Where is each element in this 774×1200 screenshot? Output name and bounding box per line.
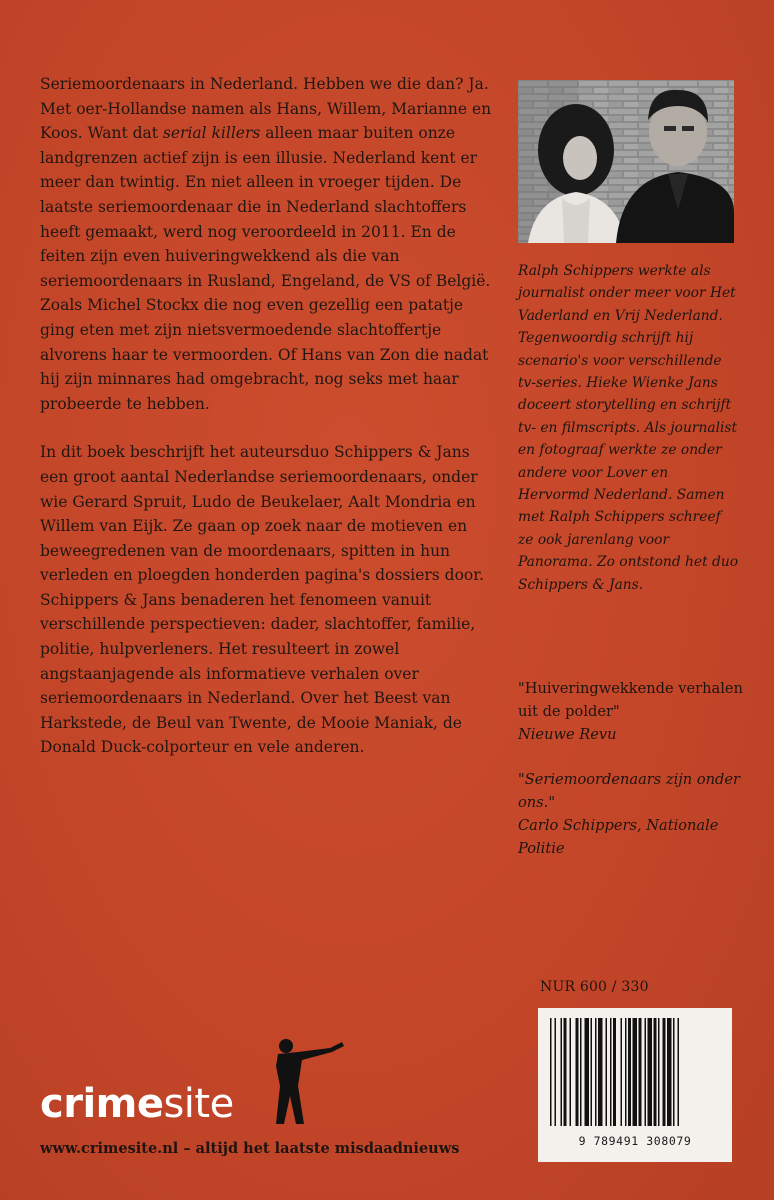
barcode-bar bbox=[639, 1018, 642, 1126]
barcode-bar bbox=[613, 1018, 616, 1126]
barcode-bar bbox=[633, 1018, 638, 1126]
barcode-bar bbox=[678, 1018, 680, 1126]
barcode-bar bbox=[645, 1018, 647, 1126]
nur-code: NUR 600 / 330 bbox=[540, 979, 649, 995]
blurb-p1-end: alleen maar buiten onze landgrenzen actief zijn is een illusie. Nederland kent er meer dan twintig. En niet alleen in vroeger tijden. De laatste seriemoordenaar die in Nederland slachtoffers heeft gemaakt, werd nog veroordeeld in 2011. En de feiten zijn even huiveringwekkend als die van seriemoordenaars in Rusland, Engeland, de VS of België. Zoals Michel Stockx die nog even gezellig een patatje ging eten met zijn nietsvermoedende slachtoffertje alvorens haar te vermoorden. Of Hans van Zon die nadat hij zijn minnares had omgebracht, nog seks met haar probeerde te hebben. bbox=[40, 124, 491, 413]
review-quotes bbox=[518, 677, 748, 882]
barcode-bar bbox=[580, 1018, 582, 1126]
barcode-bar bbox=[654, 1018, 657, 1126]
barcode-bar bbox=[550, 1018, 552, 1126]
isbn-barcode bbox=[538, 1008, 732, 1162]
quote-1-source: Nieuwe Revu bbox=[518, 726, 617, 743]
logo-part-site: site bbox=[163, 1081, 234, 1127]
footer-tagline: www.crimesite.nl – altijd het laatste misdaadnieuws bbox=[40, 1140, 460, 1157]
barcode-bar bbox=[667, 1018, 672, 1126]
barcode-bar bbox=[561, 1018, 563, 1126]
author-photo bbox=[518, 80, 734, 243]
author-bio: Ralph Schippers werkte als journalist onder meer voor Het Vaderland en Vrij Nederland. Tegenwoordig schrijft hij scenario's voor verschillende tv-series. Hieke Wienke Jans doceert storytelling en schrijft tv- en filmscripts. Als journalist en fotograaf werkte ze onder andere voor Lover en Hervormd Nederland. Samen met Ralph Schippers schreef ze ook jarenlang voor Panorama. Zo ontstond het duo Schippers & Jans. bbox=[518, 263, 739, 593]
quote-2-text: "Seriemoordenaars zijn onder ons." bbox=[518, 771, 740, 811]
blurb-p1-start: Seriemoordenaars in Nederland. Hebben we die dan? Ja. Met oer-Hollandse namen als Hans, Willem, Marianne en Koos. Want dat bbox=[40, 75, 492, 143]
barcode-bar bbox=[595, 1018, 597, 1126]
barcode-bar bbox=[555, 1018, 557, 1126]
logo-part-crime: crime bbox=[40, 1081, 164, 1127]
blurb bbox=[40, 72, 492, 784]
barcode-bar bbox=[625, 1018, 627, 1126]
barcode-bar bbox=[606, 1018, 608, 1126]
barcode-bar bbox=[628, 1018, 631, 1126]
quote-2-source: Carlo Schippers, Nationale Politie bbox=[518, 817, 719, 857]
barcode-bar bbox=[648, 1018, 653, 1126]
barcode-bar bbox=[585, 1018, 590, 1126]
barcode-bar bbox=[570, 1018, 572, 1126]
barcode-bar bbox=[658, 1018, 660, 1126]
isbn-number: 9 789491 308079 bbox=[578, 1134, 692, 1148]
barcode-bar bbox=[663, 1018, 666, 1126]
quote-1-text: "Huiveringwekkende verhalen uit de polder" bbox=[518, 680, 743, 720]
blurb-paragraph-2: In dit boek beschrijft het auteursduo Schippers & Jans een groot aantal Nederlandse seriemoordenaars, onder wie Gerard Spruit, Ludo de Beukelaer, Aalt Mondria en Willem van Eijk. Ze gaan op zoek naar de motieven en beweegredenen van de moordenaars, spitten in hun verleden en ploegden honderden pagina's dossiers door. Schippers & Jans benaderen het fenomeen vanuit verschillende perspectieven: dader, slachtoffer, familie, politie, hulpverleners. Het resulteert in zowel angstaanjagende als informatieve verhalen over seriemoordenaars in Nederland. Over het Beest van Harkstede, de Beul van Twente, de Mooie Maniak, de Donald Duck-colporteur en vele anderen. bbox=[40, 443, 484, 757]
barcode-bars bbox=[548, 1018, 722, 1130]
crimesite-logo bbox=[40, 1082, 234, 1126]
blurb-p1-emphasis: serial killers bbox=[162, 124, 261, 143]
barcode-bar bbox=[591, 1018, 593, 1126]
blurb-paragraph-1 bbox=[40, 72, 492, 416]
barcode-bar bbox=[598, 1018, 603, 1126]
barcode-bar bbox=[621, 1018, 623, 1126]
quote-2 bbox=[518, 768, 748, 860]
quote-1 bbox=[518, 677, 748, 746]
barcode-bar bbox=[564, 1018, 567, 1126]
gunman-silhouette-icon bbox=[268, 1036, 348, 1128]
barcode-bar bbox=[576, 1018, 579, 1126]
barcode-bar bbox=[610, 1018, 612, 1126]
barcode-bar bbox=[673, 1018, 675, 1126]
